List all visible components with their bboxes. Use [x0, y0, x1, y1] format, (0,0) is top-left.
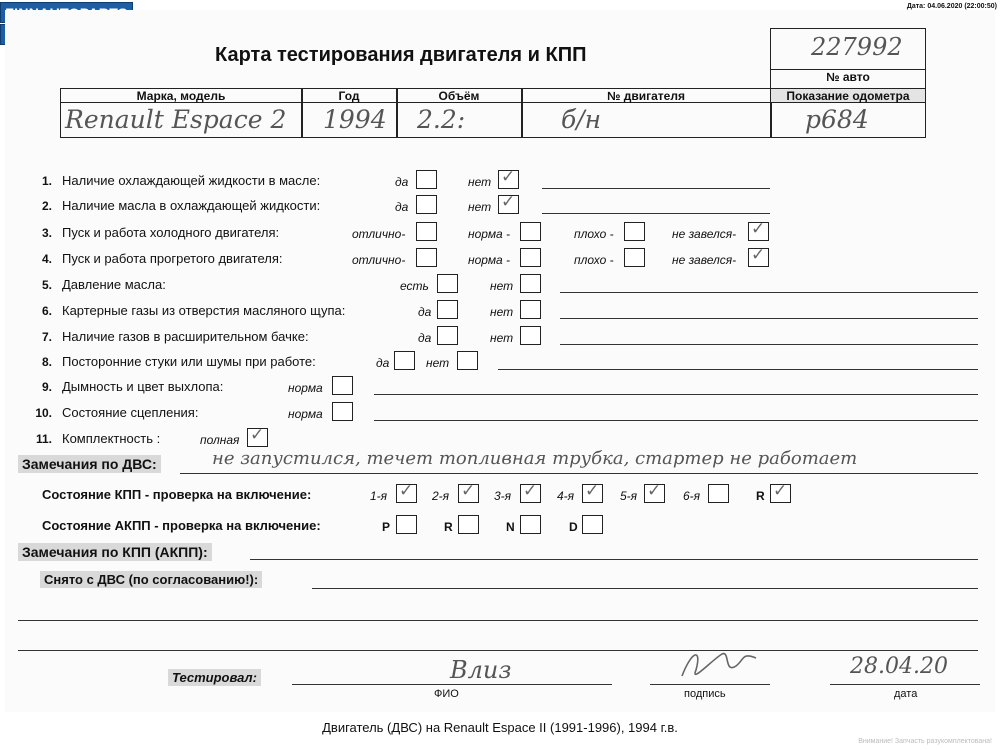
- gear-label: R: [756, 489, 765, 503]
- gear-checkbox-checked[interactable]: [396, 481, 417, 503]
- signature-mark: [672, 640, 762, 686]
- check-mark-icon: ✓: [585, 481, 600, 501]
- value-engine-no: б/н: [561, 105, 602, 134]
- note-line: [180, 473, 978, 474]
- header-engine-no: № двигателя: [522, 89, 770, 103]
- option-label: норма: [288, 407, 323, 421]
- check-mark-icon: ✓: [399, 481, 414, 501]
- item-number: 2.: [41, 199, 52, 213]
- gear-label: N: [506, 520, 515, 534]
- checkbox[interactable]: [520, 248, 541, 267]
- note-line: [498, 369, 978, 370]
- kpp-label: Состояние КПП - проверка на включение:: [42, 487, 312, 502]
- gear-label: R: [444, 520, 453, 534]
- header-odometer: Показание одометра: [771, 89, 925, 103]
- option-label: плохо -: [574, 253, 614, 267]
- gear-checkbox-checked[interactable]: [582, 481, 603, 503]
- gear-label: 2-я: [432, 489, 450, 503]
- signature-icon: [672, 640, 762, 686]
- item-number: 1.: [41, 174, 52, 188]
- gear-checkbox-checked[interactable]: [770, 481, 791, 503]
- checkbox[interactable]: [416, 222, 437, 241]
- option-label: нет: [490, 279, 514, 293]
- gear-checkbox-checked[interactable]: [458, 481, 479, 503]
- checkbox[interactable]: [437, 274, 458, 293]
- auto-number-value: 227992: [811, 33, 903, 61]
- item-number: 6.: [41, 304, 52, 318]
- checkbox[interactable]: [332, 376, 353, 395]
- note-line: [374, 394, 978, 395]
- header-year: Год: [302, 89, 396, 103]
- value-odometer: р684: [805, 105, 869, 134]
- checkbox[interactable]: [520, 300, 541, 319]
- option-label: да: [418, 331, 432, 345]
- remarks-engine-value: не запустился, течет топливная трубка, стартер не работает: [212, 448, 858, 469]
- gear-checkbox[interactable]: [458, 515, 479, 534]
- note-line: [18, 650, 978, 651]
- value-volume: 2.2:: [417, 105, 466, 134]
- option-label: не завелся-: [672, 227, 737, 241]
- gear-checkbox[interactable]: [520, 515, 541, 534]
- gear-checkbox[interactable]: [396, 515, 417, 534]
- checkbox[interactable]: [624, 248, 645, 267]
- item-number: 5.: [41, 278, 52, 292]
- option-label: нет: [426, 356, 450, 370]
- item-number: 11.: [35, 432, 52, 446]
- item-label: Наличие масла в охлаждающей жидкости:: [62, 198, 321, 213]
- signature-label: подпись: [684, 688, 726, 700]
- check-mark-icon: ✓: [461, 481, 476, 501]
- fio-line: [292, 684, 612, 685]
- option-label: нет: [468, 175, 492, 189]
- checkbox[interactable]: [394, 351, 415, 370]
- removed-label: Снято с ДВС (по согласованию!):: [40, 572, 262, 587]
- item-number: 3.: [41, 226, 52, 240]
- fio-label: ФИО: [434, 688, 459, 700]
- fio-value: Влиз: [450, 656, 512, 684]
- check-mark-icon: ✓: [647, 481, 662, 501]
- option-label: норма -: [468, 253, 511, 267]
- option-label: да: [376, 356, 390, 370]
- option-label: норма -: [468, 227, 511, 241]
- remarks-kpp-label: Замечания по КПП (АКПП):: [18, 544, 212, 560]
- option-label: полная: [200, 433, 240, 447]
- vehicle-info-table: [60, 88, 926, 138]
- date-line: [830, 684, 980, 685]
- date-label: дата: [894, 688, 918, 700]
- option-label: да: [418, 305, 432, 319]
- gear-label: P: [382, 520, 391, 534]
- checkbox-checked[interactable]: [748, 219, 769, 241]
- option-label: отлично-: [352, 227, 406, 241]
- checkbox[interactable]: [437, 326, 458, 345]
- item-number: 9.: [41, 380, 52, 394]
- note-line: [542, 188, 770, 189]
- header-volume: Объём: [397, 89, 521, 103]
- note-line: [250, 559, 978, 560]
- gear-checkbox-checked[interactable]: [644, 481, 665, 503]
- option-label: есть: [400, 279, 429, 293]
- item-label: Пуск и работа холодного двигателя:: [62, 225, 280, 240]
- checkbox-checked[interactable]: [247, 425, 268, 447]
- note-line: [560, 344, 978, 345]
- photo-date-stamp: Дата: 04.06.2020 (22:00:50): [906, 3, 997, 10]
- tested-label: Тестировал:: [168, 670, 261, 685]
- check-mark-icon: ✓: [773, 481, 788, 501]
- item-label: Состояние сцепления:: [62, 405, 199, 420]
- gear-label: 3-я: [494, 489, 512, 503]
- gear-label: D: [569, 520, 578, 534]
- value-year: 1994: [323, 105, 387, 134]
- option-label: норма: [288, 381, 323, 395]
- option-label: нет: [490, 305, 514, 319]
- check-mark-icon: ✓: [751, 219, 766, 239]
- item-label: Дымность и цвет выхлопа:: [62, 379, 224, 394]
- checkbox[interactable]: [520, 274, 541, 293]
- signature-line: [650, 684, 770, 685]
- item-label: Наличие охлаждающей жидкости в масле:: [62, 173, 321, 188]
- checkbox-checked[interactable]: [498, 167, 519, 189]
- gear-checkbox-checked[interactable]: [520, 481, 541, 503]
- checkbox[interactable]: [520, 222, 541, 241]
- item-number: 8.: [41, 355, 52, 369]
- checkbox-checked[interactable]: [498, 192, 519, 214]
- header-make-model: Марка, модель: [61, 89, 301, 103]
- option-label: да: [395, 175, 409, 189]
- option-label: плохо -: [574, 227, 614, 241]
- note-line: [560, 318, 978, 319]
- item-label: Комплектность :: [62, 431, 161, 446]
- date-value: 28.04.20: [850, 654, 948, 679]
- gear-checkbox[interactable]: [582, 515, 603, 534]
- form-title: Карта тестирования двигателя и КПП: [215, 44, 587, 66]
- item-number: 10.: [35, 406, 52, 420]
- value-make-model: Renault Espace 2: [65, 105, 287, 134]
- checkbox-checked[interactable]: [748, 245, 769, 267]
- gear-label: 1-я: [370, 489, 388, 503]
- note-line: [542, 213, 770, 214]
- check-mark-icon: ✓: [501, 167, 516, 187]
- note-line: [312, 588, 978, 589]
- auto-number-label: № авто: [771, 69, 925, 84]
- option-label: отлично-: [352, 253, 406, 267]
- item-label: Наличие газов в расширительном бачке:: [62, 329, 309, 344]
- checkbox[interactable]: [332, 402, 353, 421]
- gear-label: 6-я: [683, 489, 701, 503]
- item-label: Пуск и работа прогретого двигателя:: [62, 251, 283, 266]
- option-label: нет: [490, 331, 514, 345]
- watermark: Внимание! Запчасть разукомплектована!: [858, 738, 992, 745]
- check-mark-icon: ✓: [751, 245, 766, 265]
- check-mark-icon: ✓: [523, 481, 538, 501]
- checkbox[interactable]: [416, 195, 437, 214]
- check-mark-icon: ✓: [501, 192, 516, 212]
- image-caption: Двигатель (ДВС) на Renault Espace II (1991-1996), 1994 г.в.: [322, 720, 678, 735]
- gear-label: 5-я: [620, 489, 638, 503]
- auto-number-box: [770, 28, 926, 88]
- note-line: [18, 620, 978, 621]
- gear-label: 4-я: [557, 489, 575, 503]
- option-label: да: [395, 200, 409, 214]
- checkbox[interactable]: [416, 170, 437, 189]
- item-number: 4.: [41, 252, 52, 266]
- item-label: Картерные газы из отверстия масляного щупа:: [62, 303, 346, 318]
- checkbox[interactable]: [624, 222, 645, 241]
- option-label: не завелся-: [672, 253, 737, 267]
- akpp-label: Состояние АКПП - проверка на включение:: [42, 518, 321, 533]
- note-line: [560, 292, 978, 293]
- checkbox[interactable]: [437, 300, 458, 319]
- option-label: нет: [468, 200, 492, 214]
- checkbox[interactable]: [416, 248, 437, 267]
- remarks-engine-label: Замечания по ДВС:: [18, 456, 161, 472]
- note-line: [374, 420, 978, 421]
- gear-checkbox[interactable]: [708, 484, 729, 503]
- checkbox[interactable]: [520, 326, 541, 345]
- check-mark-icon: ✓: [250, 425, 265, 445]
- item-label: Давление масла:: [62, 277, 166, 292]
- checkbox[interactable]: [457, 351, 478, 370]
- item-number: 7.: [41, 330, 52, 344]
- item-label: Посторонние стуки или шумы при работе:: [62, 354, 316, 369]
